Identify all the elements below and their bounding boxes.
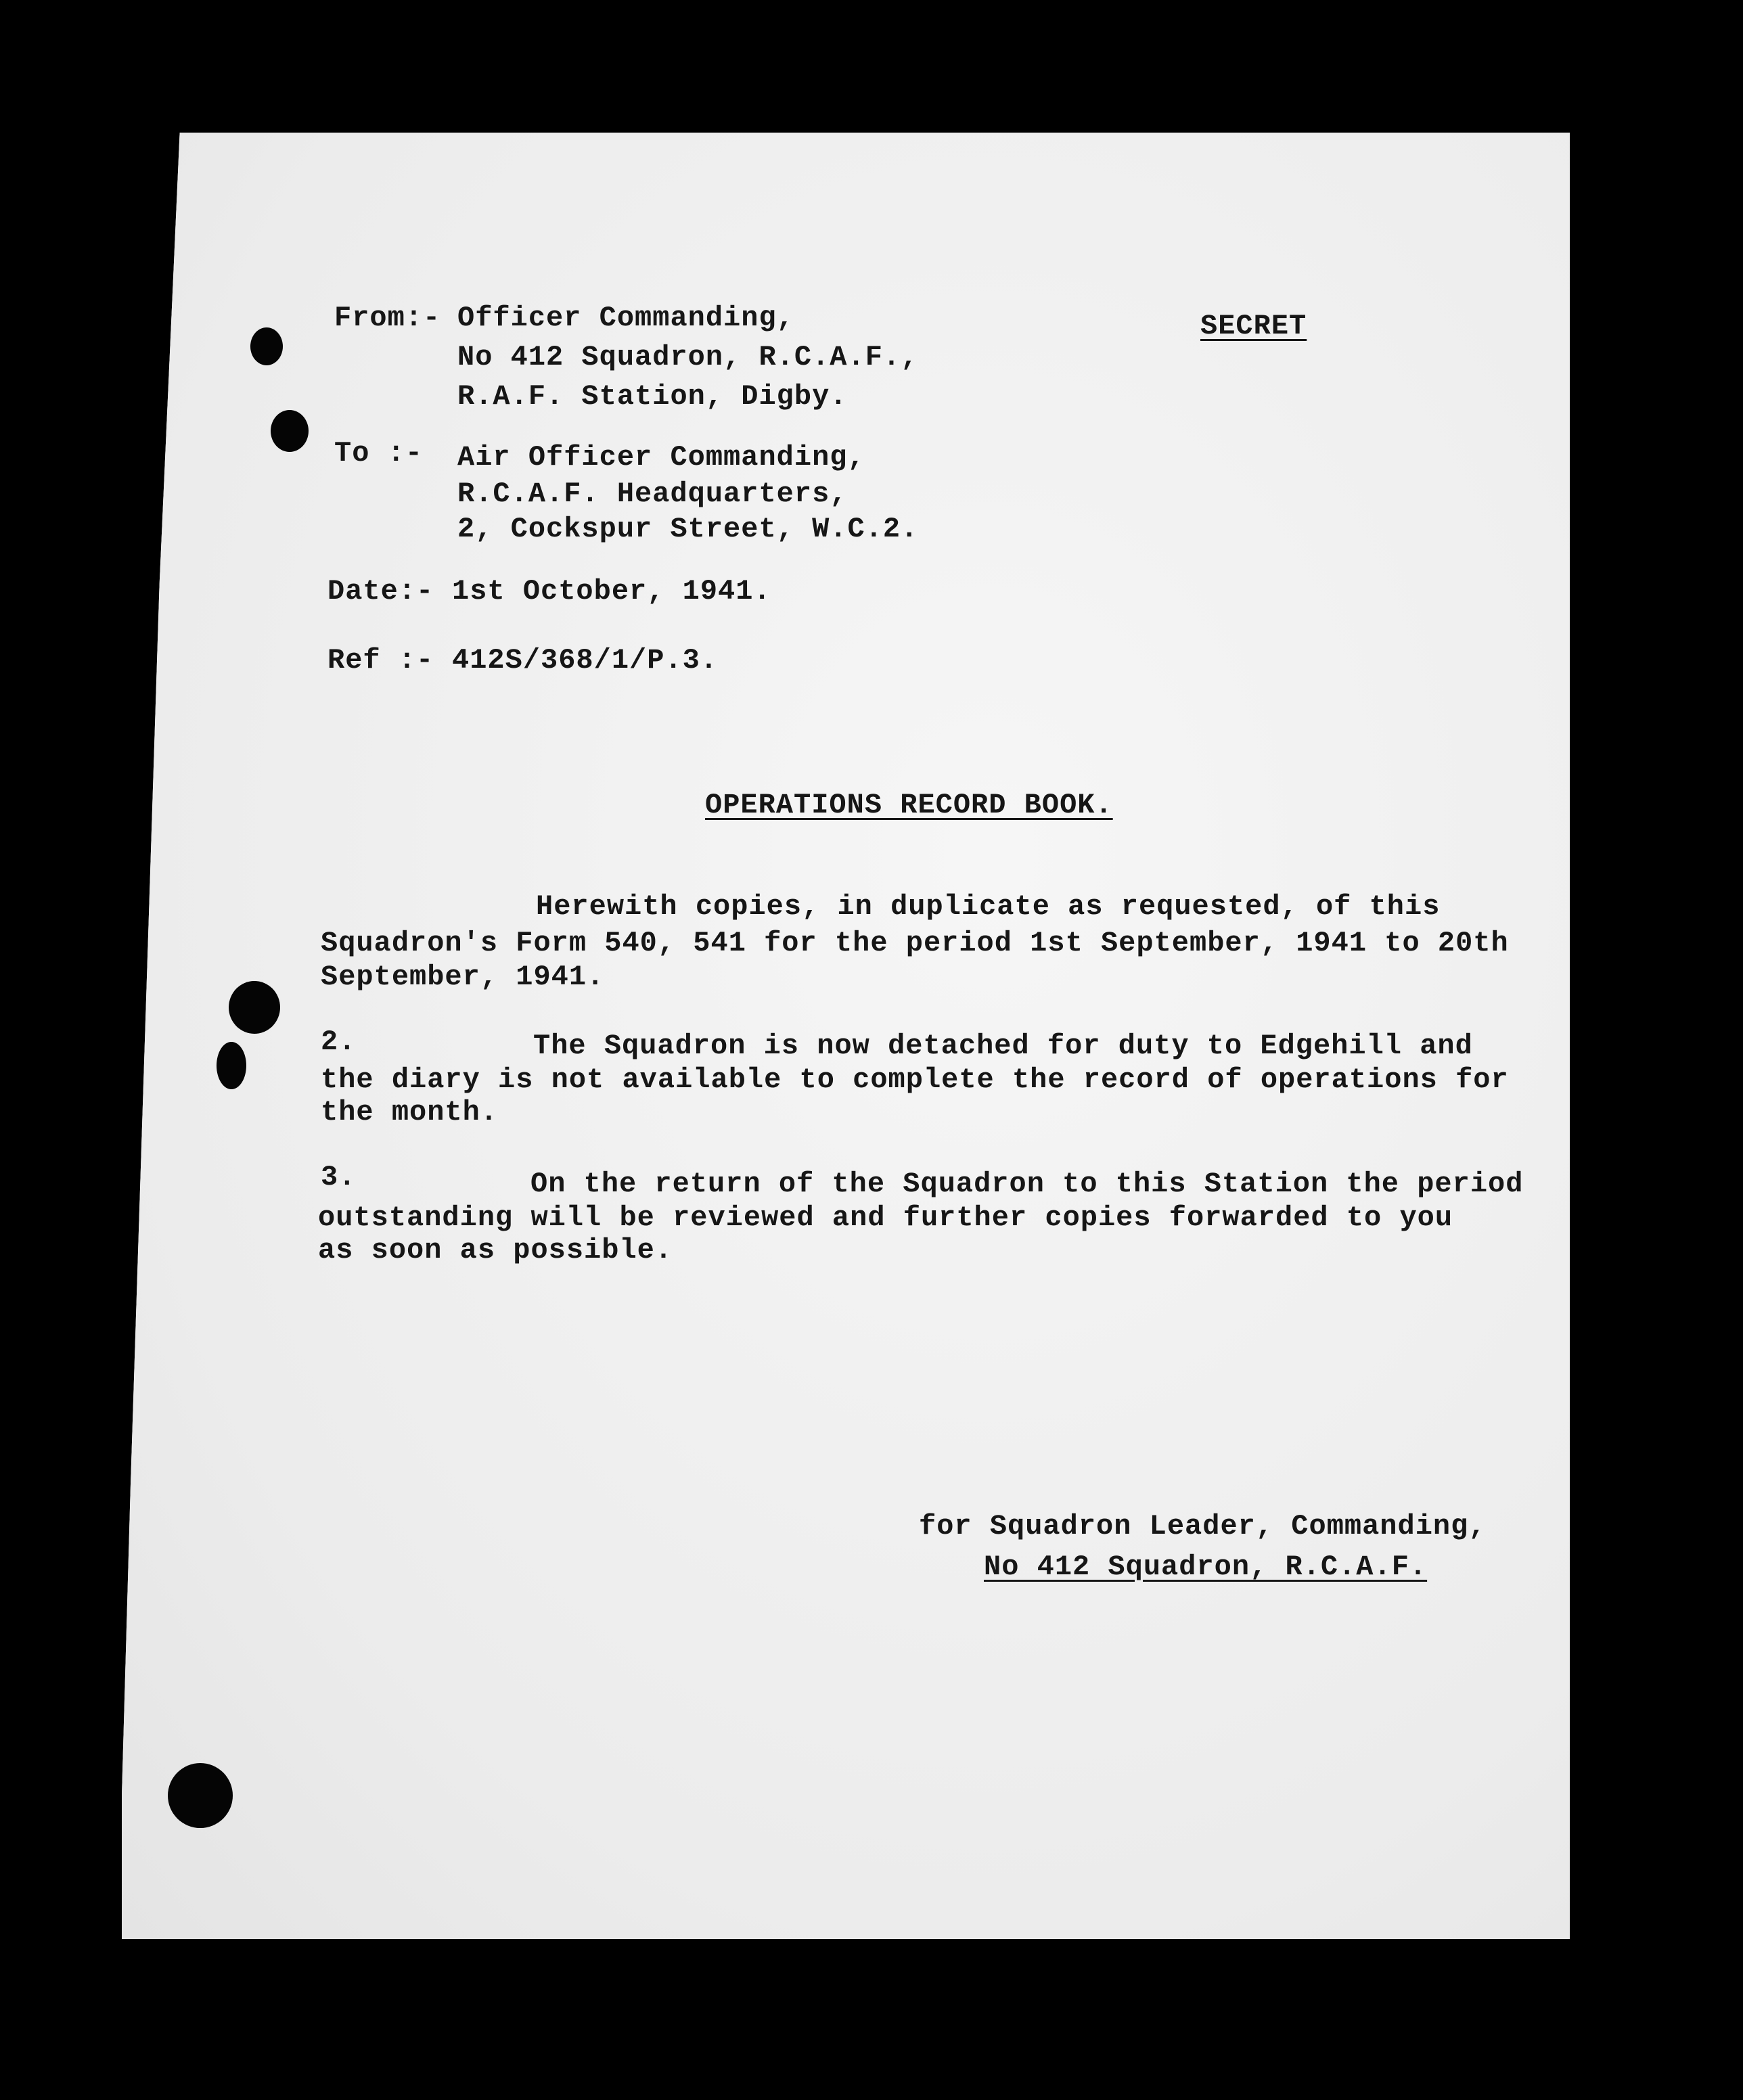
paragraph-3-line-3: as soon as possible. <box>318 1234 673 1266</box>
from-line-2: No 412 Squadron, R.C.A.F., <box>457 341 919 373</box>
paragraph-2-number: 2. <box>321 1026 357 1058</box>
punch-hole <box>250 327 283 365</box>
paragraph-3-number: 3. <box>321 1161 357 1193</box>
punch-hole <box>217 1042 246 1089</box>
signature-line-2: No 412 Squadron, R.C.A.F. <box>984 1551 1428 1583</box>
paragraph-3-line-1: On the return of the Squadron to this Station the period <box>530 1168 1524 1200</box>
signature-line-1: for Squadron Leader, Commanding, <box>919 1510 1487 1543</box>
classification-secret: SECRET <box>1200 310 1307 342</box>
ref-label: Ref :- <box>327 644 434 677</box>
to-line-2: R.C.A.F. Headquarters, <box>457 478 848 510</box>
paragraph-2-line-1: The Squadron is now detached for duty to Edgehill and <box>533 1030 1473 1062</box>
paragraph-1-line-2: Squadron's Form 540, 541 for the period 1st September, 1941 to 20th <box>321 927 1509 959</box>
punch-hole <box>229 981 280 1034</box>
from-label: From:- <box>334 302 441 334</box>
to-line-1: Air Officer Commanding, <box>457 441 865 474</box>
punch-hole <box>271 410 309 452</box>
paragraph-3-line-2: outstanding will be reviewed and further copies forwarded to you <box>318 1202 1453 1234</box>
from-line-1: Officer Commanding, <box>457 302 794 334</box>
to-line-3: 2, Cockspur Street, W.C.2. <box>457 513 919 545</box>
date-value: 1st October, 1941. <box>452 575 771 608</box>
from-line-3: R.A.F. Station, Digby. <box>457 380 848 413</box>
to-label: To :- <box>334 437 424 470</box>
paragraph-1-line-1: Herewith copies, in duplicate as requested, of this <box>536 890 1441 923</box>
punch-hole <box>168 1763 233 1828</box>
subject-heading: OPERATIONS RECORD BOOK. <box>705 789 1113 821</box>
date-label: Date:- <box>327 575 434 608</box>
paragraph-2-line-2: the diary is not available to complete the record of operations for <box>321 1064 1509 1096</box>
paragraph-1-line-3: September, 1941. <box>321 961 605 993</box>
paragraph-2-line-3: the month. <box>321 1096 499 1128</box>
ref-value: 412S/368/1/P.3. <box>452 644 719 677</box>
